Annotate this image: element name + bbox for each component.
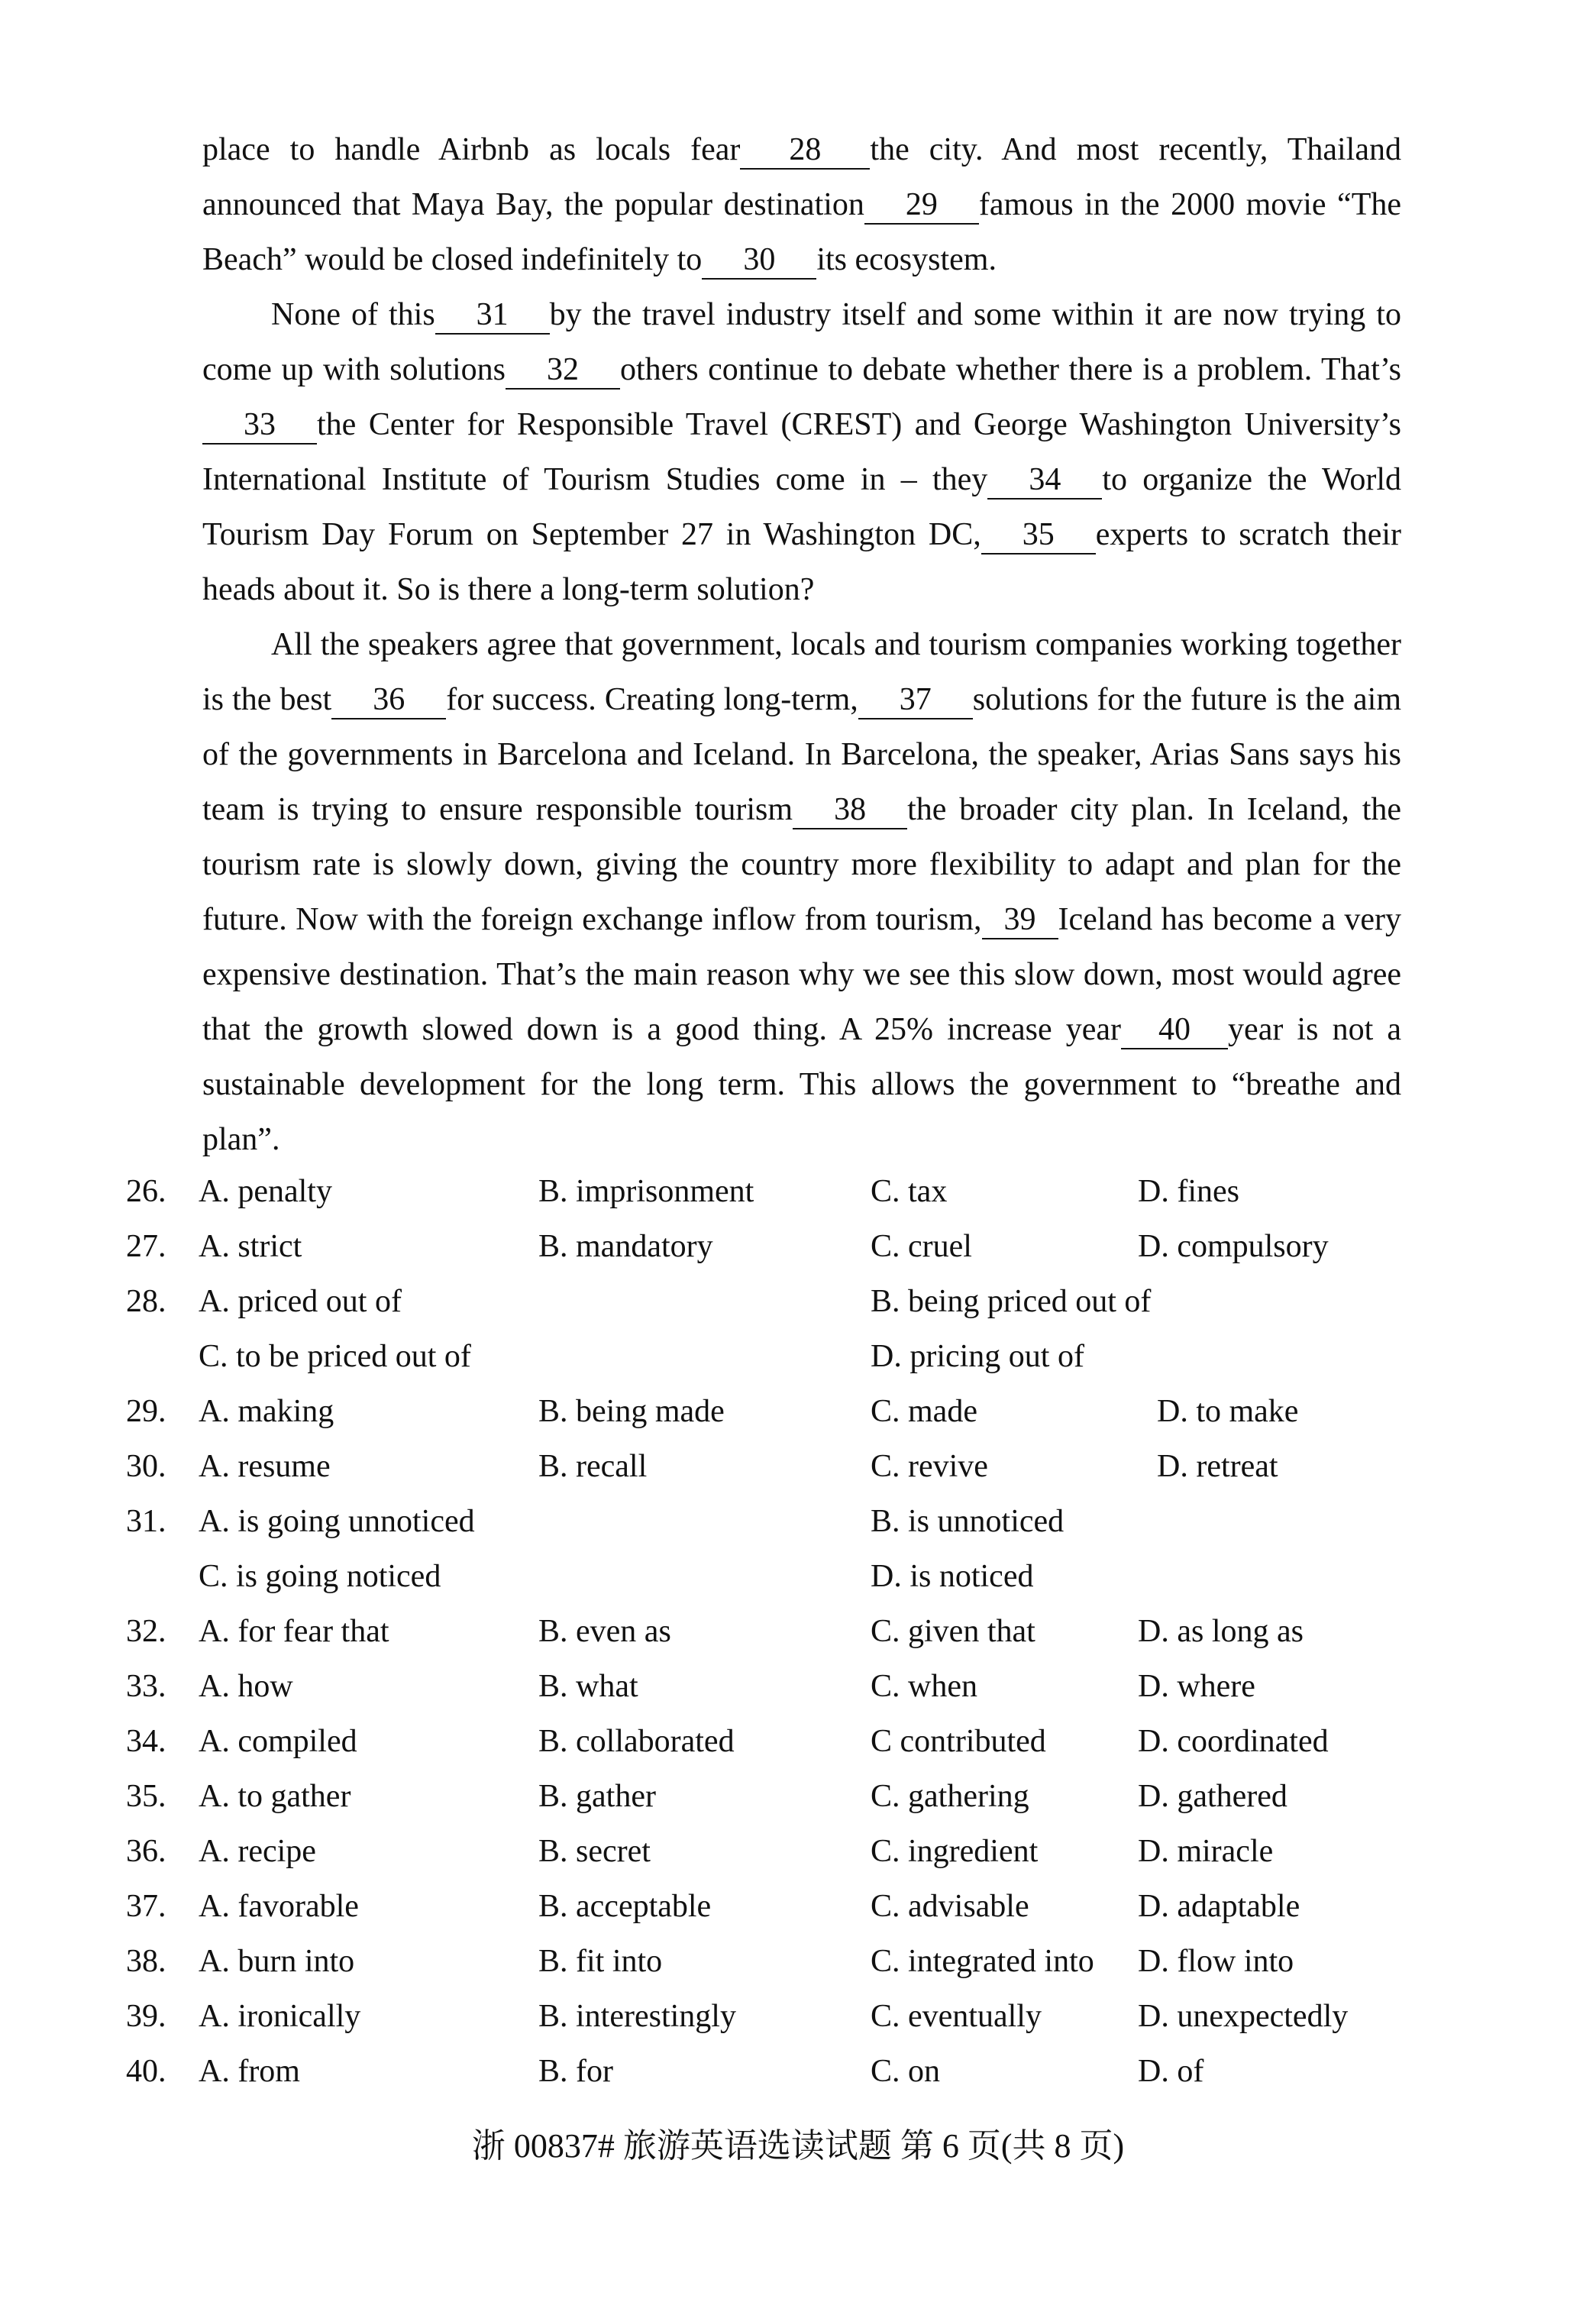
option-a: A. favorable	[199, 1889, 359, 1924]
passage-text: the broader city plan. In Iceland, the tourism rate is slowly down, giving the country more flexibility to adapt and plan for the future. Now with the foreign exchange inflow from tourism,	[202, 792, 1401, 937]
question-number: 27.	[126, 1229, 166, 1264]
blank-38: 38	[793, 791, 907, 829]
cloze-passage	[202, 122, 1401, 1167]
question-31-continued	[126, 1549, 1424, 1604]
blank-30: 30	[702, 241, 816, 280]
option-a: A. is going unnoticed	[199, 1504, 475, 1539]
question-number: 31.	[126, 1504, 166, 1539]
passage-text: All the speakers agree that government, locals and tourism companies working together is the best	[202, 627, 1401, 717]
question-32	[126, 1604, 1424, 1659]
passage-text: to organize the World Tourism Day Forum on September 27 in Washington DC,	[202, 462, 1401, 552]
question-number: 33.	[126, 1669, 166, 1704]
option-a: A. compiled	[199, 1724, 357, 1759]
option-d: D. where	[1138, 1669, 1255, 1704]
option-a: A. burn into	[199, 1944, 355, 1979]
question-number: 35.	[126, 1779, 166, 1814]
option-a: A. to gather	[199, 1779, 351, 1814]
question-number: 40.	[126, 2054, 166, 2089]
question-number: 39.	[126, 1999, 166, 2034]
passage-text: None of this	[271, 297, 435, 332]
option-c: C. on	[871, 2054, 941, 2089]
blank-37: 37	[858, 681, 973, 719]
option-c: C. when	[871, 1669, 977, 1704]
question-36	[126, 1824, 1424, 1879]
question-number: 36.	[126, 1834, 166, 1869]
passage-text: solutions for the future is the aim of the governments in Barcelona and Iceland. In Barcelona, the speaker, Arias Sans says his team is trying to ensure responsible tourism	[202, 682, 1401, 827]
option-d: D. is noticed	[871, 1559, 1034, 1594]
option-b: B. mandatory	[538, 1229, 713, 1264]
option-d: D. retreat	[1157, 1449, 1278, 1484]
question-29	[126, 1384, 1424, 1439]
passage-text: others continue to debate whether there is a problem. That’s	[619, 352, 1401, 387]
blank-33: 33	[202, 406, 317, 445]
option-c: C. integrated into	[871, 1944, 1094, 1979]
option-b: B. being made	[538, 1394, 725, 1429]
option-d: D. coordinated	[1138, 1724, 1329, 1759]
passage-text: experts to scratch their heads about it. So is there a long-term solution?	[202, 517, 1402, 607]
blank-32: 32	[506, 351, 620, 390]
option-c: C. gathering	[871, 1779, 1029, 1814]
question-28	[126, 1274, 1424, 1329]
option-d: D. flow into	[1138, 1944, 1294, 1979]
option-d: D. fines	[1138, 1174, 1239, 1209]
question-number: 34.	[126, 1724, 166, 1759]
option-a: A. penalty	[199, 1174, 332, 1209]
option-b: B. what	[538, 1669, 638, 1704]
option-c: C. is going noticed	[199, 1559, 441, 1594]
question-26	[126, 1164, 1424, 1219]
option-b: B. interestingly	[538, 1999, 736, 2034]
passage-text: year is not a sustainable development for the long term. This allows the government to “breathe and plan”.	[202, 1012, 1402, 1157]
option-d: D. pricing out of	[871, 1339, 1084, 1374]
option-c: C. advisable	[871, 1889, 1029, 1924]
question-39	[126, 1989, 1424, 2044]
option-a: A. how	[199, 1669, 293, 1704]
question-number: 37.	[126, 1889, 166, 1924]
option-a: A. for fear that	[199, 1614, 389, 1649]
option-c: C. to be priced out of	[199, 1339, 471, 1374]
question-31	[126, 1494, 1424, 1549]
question-number: 32.	[126, 1614, 166, 1649]
question-30	[126, 1439, 1424, 1494]
option-b: B. collaborated	[538, 1724, 735, 1759]
question-33	[126, 1659, 1424, 1714]
option-c: C contributed	[871, 1724, 1046, 1759]
question-28-continued	[126, 1329, 1424, 1384]
passage-text: place to handle Airbnb as locals fear	[202, 132, 741, 167]
question-options-list	[126, 1164, 1424, 2099]
option-d: D. compulsory	[1138, 1229, 1329, 1264]
option-c: C. eventually	[871, 1999, 1042, 2034]
blank-39: 39	[982, 901, 1058, 939]
passage-paragraph-3	[202, 617, 1401, 1167]
option-a: A. from	[199, 2054, 300, 2089]
question-number: 30.	[126, 1449, 166, 1484]
option-d: D. of	[1138, 2054, 1204, 2089]
option-b: B. is unnoticed	[871, 1504, 1065, 1539]
question-27	[126, 1219, 1424, 1274]
option-a: A. recipe	[199, 1834, 316, 1869]
passage-paragraph-2	[202, 287, 1401, 617]
page-footer: 浙 00837# 旅游英语选读试题 第 6 页(共 8 页)	[471, 2127, 1125, 2165]
question-40	[126, 2044, 1424, 2099]
passage-text: famous in the 2000 movie “The Beach” would be closed indefinitely to	[202, 187, 1401, 277]
option-d: D. miracle	[1138, 1834, 1274, 1869]
blank-40: 40	[1121, 1011, 1228, 1049]
question-38	[126, 1934, 1424, 1989]
blank-29: 29	[864, 186, 979, 225]
option-b: B. gather	[538, 1779, 656, 1814]
option-b: B. recall	[538, 1449, 648, 1484]
passage-text: Iceland has become a very expensive destination. That’s the main reason why we see this slow down, most would agree that the growth slowed down is a good thing. A 25% increase year	[202, 902, 1401, 1047]
blank-35: 35	[981, 516, 1096, 555]
passage-text: for success. Creating long-term,	[446, 682, 858, 717]
blank-28: 28	[740, 131, 870, 170]
option-b: B. even as	[538, 1614, 671, 1649]
blank-31: 31	[435, 296, 550, 335]
option-a: A. resume	[199, 1449, 331, 1484]
blank-34: 34	[987, 461, 1102, 500]
passage-text: the city. And most recently, Thailand announced that Maya Bay, the popular destination	[202, 132, 1401, 222]
option-a: A. strict	[199, 1229, 302, 1264]
option-d: D. adaptable	[1138, 1889, 1300, 1924]
option-c: C. given that	[871, 1614, 1035, 1649]
option-a: A. making	[199, 1394, 334, 1429]
option-b: B. for	[538, 2054, 613, 2089]
option-c: C. cruel	[871, 1229, 972, 1264]
passage-text: the Center for Responsible Travel (CREST) and George Washington University’s International Institute of Tourism Studies come in – they	[202, 407, 1401, 497]
blank-36: 36	[331, 681, 446, 719]
option-d: D. unexpectedly	[1138, 1999, 1349, 2034]
question-number: 29.	[126, 1394, 166, 1429]
option-b: B. imprisonment	[538, 1174, 754, 1209]
option-c: C. ingredient	[871, 1834, 1039, 1869]
option-b: B. acceptable	[538, 1889, 712, 1924]
question-number: 38.	[126, 1944, 166, 1979]
question-35	[126, 1769, 1424, 1824]
option-a: A. ironically	[199, 1999, 361, 2034]
passage-paragraph-1	[202, 122, 1401, 287]
option-b: B. being priced out of	[871, 1284, 1152, 1319]
option-c: C. tax	[871, 1174, 948, 1209]
question-number: 26.	[126, 1174, 166, 1209]
question-number: 28.	[126, 1284, 166, 1319]
option-c: C. revive	[871, 1449, 988, 1484]
passage-text: by the travel industry itself and some within it are now trying to come up with solutions	[202, 297, 1401, 387]
question-34	[126, 1714, 1424, 1769]
option-b: B. fit into	[538, 1944, 663, 1979]
option-a: A. priced out of	[199, 1284, 402, 1319]
option-d: D. as long as	[1138, 1614, 1304, 1649]
option-d: D. gathered	[1138, 1779, 1287, 1814]
option-c: C. made	[871, 1394, 977, 1429]
question-37	[126, 1879, 1424, 1934]
passage-text: its ecosystem.	[816, 242, 997, 277]
option-b: B. secret	[538, 1834, 651, 1869]
option-d: D. to make	[1157, 1394, 1299, 1429]
